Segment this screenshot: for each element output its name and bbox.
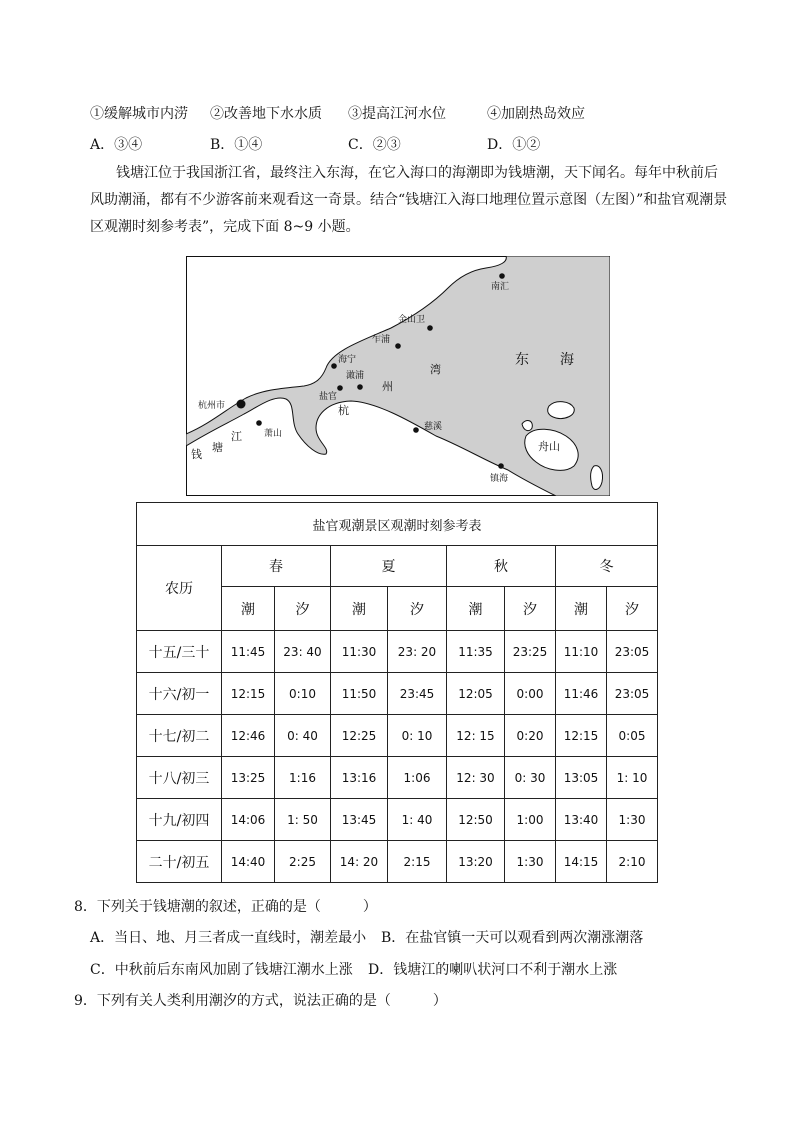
time-cell: 13:25: [222, 757, 275, 799]
lunar-header: 农历: [137, 546, 222, 631]
time-cell: 1:06: [388, 757, 447, 799]
time-cell: 23:05: [607, 673, 658, 715]
sub-header-chao: 潮: [222, 587, 275, 631]
table-row: [137, 799, 658, 841]
q8-option-a: A．当日、地、月三者成一直线时，潮差最小: [90, 930, 367, 946]
time-cell: 12:50: [447, 799, 505, 841]
sub-header-xi: 汐: [607, 587, 658, 631]
option-4: ④加剧热岛效应: [487, 106, 585, 122]
time-cell: 0:05: [607, 715, 658, 757]
time-cell: 0: 10: [388, 715, 447, 757]
tide-time-table: [136, 502, 658, 883]
time-cell: 23: 40: [275, 631, 331, 673]
time-cell: 0: 30: [505, 757, 556, 799]
lunar-day: 十七/初二: [137, 715, 222, 757]
table-row: [137, 715, 658, 757]
bay-label-zhou: 州: [382, 380, 393, 393]
time-cell: 1: 40: [388, 799, 447, 841]
time-cell: 23:25: [505, 631, 556, 673]
time-cell: 13:40: [556, 799, 607, 841]
sub-header-chao: 潮: [447, 587, 505, 631]
time-cell: 13:16: [331, 757, 388, 799]
zhapu-point: [395, 343, 401, 349]
table-title: 盐官观潮景区观潮时刻参考表: [137, 503, 658, 546]
zhapu-label: 乍浦: [372, 335, 391, 345]
choice-b: B．①④: [210, 137, 263, 153]
time-cell: 1: 10: [607, 757, 658, 799]
question-9-stem: 9．下列有关人类利用潮汐的方式，说法正确的是（ ）: [74, 993, 447, 1009]
time-cell: 12:15: [222, 673, 275, 715]
passage: 钱塘江位于我国浙江省，最终注入东海，在它入海口的海潮即为钱塘潮，天下闻名。每年中秋前后风助潮涌，都有不少游客前来观看这一奇景。结合“钱塘江入海口地理位置示意图（左图）”和盐官观潮景区观潮时刻参考表”，完成下面 8~9 小题。: [90, 165, 728, 235]
table-row: [137, 841, 658, 883]
river-label-tang: 塘: [212, 441, 223, 454]
table-row: [137, 673, 658, 715]
season-summer: 夏: [331, 546, 447, 587]
time-cell: 1:16: [275, 757, 331, 799]
lunar-day: 十八/初三: [137, 757, 222, 799]
time-cell: 12:05: [447, 673, 505, 715]
haining-point: [331, 363, 337, 369]
option-3: ③提高江河水位: [348, 106, 446, 122]
sea-label-hai: 海: [560, 352, 574, 368]
nanhui-label: 南汇: [491, 282, 510, 292]
sub-header-xi: 汐: [388, 587, 447, 631]
lunar-day: 十六/初一: [137, 673, 222, 715]
jinshanwei-point: [427, 325, 433, 331]
time-cell: 13:20: [447, 841, 505, 883]
zhenhai-point: [498, 463, 504, 469]
hangzhou-point: [237, 400, 246, 409]
time-cell: 11:10: [556, 631, 607, 673]
sub-header-xi: 汐: [505, 587, 556, 631]
time-cell: 0:00: [505, 673, 556, 715]
table-row: [137, 631, 658, 673]
time-cell: 1:00: [505, 799, 556, 841]
sub-header-chao: 潮: [556, 587, 607, 631]
time-cell: 2:10: [607, 841, 658, 883]
time-cell: 12: 15: [447, 715, 505, 757]
season-spring: 春: [222, 546, 331, 587]
jinshanwei-label: 金山卫: [398, 315, 426, 325]
zhoushan-label: 舟山: [538, 440, 560, 453]
time-cell: 23:05: [607, 631, 658, 673]
time-cell: 13:05: [556, 757, 607, 799]
time-cell: 11:46: [556, 673, 607, 715]
bay-label-hang: 杭: [338, 404, 349, 417]
q8-option-d: D．钱塘江的喇叭状河口不利于潮水上涨: [368, 962, 618, 978]
ganpu-point: [357, 384, 363, 390]
time-cell: 11:35: [447, 631, 505, 673]
time-cell: 12:15: [556, 715, 607, 757]
question-8-stem: 8．下列关于钱塘潮的叙述，正确的是（ ）: [74, 899, 377, 915]
season-autumn: 秋: [447, 546, 556, 587]
haining-label: 海宁: [338, 355, 357, 365]
time-cell: 1: 50: [275, 799, 331, 841]
table-row: [137, 757, 658, 799]
xiaoshan-point: [256, 420, 262, 426]
time-cell: 14:06: [222, 799, 275, 841]
sea-label-dong: 东: [515, 352, 529, 368]
cixi-label: 慈溪: [424, 422, 443, 432]
time-cell: 0:20: [505, 715, 556, 757]
time-cell: 14: 20: [331, 841, 388, 883]
river-label-qian: 钱: [191, 448, 202, 461]
river-label-jiang: 江: [231, 430, 242, 443]
xiaoshan-label: 萧山: [264, 429, 283, 439]
lunar-day: 十九/初四: [137, 799, 222, 841]
time-cell: 2:15: [388, 841, 447, 883]
time-cell: 11:30: [331, 631, 388, 673]
nanhui-point: [499, 273, 505, 279]
option-2: ②改善地下水水质: [210, 106, 322, 122]
sub-header-chao: 潮: [331, 587, 388, 631]
q8-option-c: C．中秋前后东南风加剧了钱塘江潮水上涨: [90, 962, 353, 978]
choice-d: D．①②: [487, 137, 541, 153]
option-1: ①缓解城市内涝: [90, 106, 188, 122]
time-cell: 13:45: [331, 799, 388, 841]
time-cell: 0:10: [275, 673, 331, 715]
time-cell: 12:46: [222, 715, 275, 757]
season-winter: 冬: [556, 546, 658, 587]
time-cell: 14:15: [556, 841, 607, 883]
sub-header-xi: 汐: [275, 587, 331, 631]
time-cell: 1:30: [505, 841, 556, 883]
ganpu-label: 澉浦: [346, 371, 365, 381]
cixi-point: [413, 427, 419, 433]
time-cell: 0: 40: [275, 715, 331, 757]
time-cell: 23: 20: [388, 631, 447, 673]
time-cell: 11:45: [222, 631, 275, 673]
time-cell: 12: 30: [447, 757, 505, 799]
yanguan-point: [337, 385, 343, 391]
q8-option-b: B．在盐官镇一天可以观看到两次潮涨潮落: [381, 930, 644, 946]
time-cell: 14:40: [222, 841, 275, 883]
time-cell: 12:25: [331, 715, 388, 757]
yanguan-label: 盐官: [319, 392, 338, 402]
bay-label-wan: 湾: [430, 363, 441, 376]
time-cell: 11:50: [331, 673, 388, 715]
time-cell: 2:25: [275, 841, 331, 883]
qiantang-estuary-map: [186, 256, 610, 496]
time-cell: 1:30: [607, 799, 658, 841]
lunar-day: 二十/初五: [137, 841, 222, 883]
time-cell: 23:45: [388, 673, 447, 715]
choice-c: C．②③: [348, 137, 401, 153]
hangzhou-label: 杭州市: [198, 401, 226, 411]
choice-a: A．③④: [90, 137, 143, 153]
lunar-day: 十五/三十: [137, 631, 222, 673]
zhenhai-label: 镇海: [490, 474, 509, 484]
